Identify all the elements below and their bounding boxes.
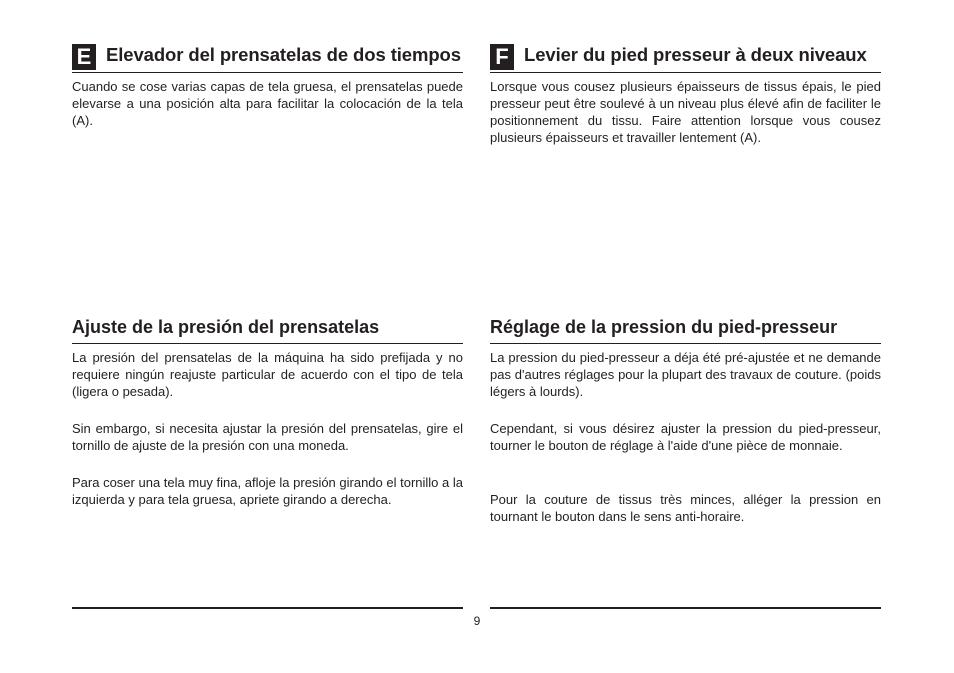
intro-paragraph-es: Cuando se cose varias capas de tela gruesa, el prensatelas puede elevarse a una posición alta para facilitar la colocación de la tela (A). bbox=[72, 79, 463, 128]
paragraph-es-3: Para coser una tela muy fina, afloje la presión girando el tornillo a la izquierda y para tela gruesa, apriete girando a derecha. bbox=[72, 475, 463, 507]
subsection-title-es: Ajuste de la presión del prensatelas bbox=[72, 317, 380, 337]
section-title-es: Elevador del prensatelas de dos tiempos bbox=[106, 44, 461, 65]
section-title-fr: Levier du pied presseur à deux niveaux bbox=[524, 44, 867, 65]
footer-rule-right bbox=[490, 607, 881, 609]
paragraph-fr-1: La pression du pied-presseur a déja été pré-ajustée et ne demande pas d'autres réglages pour la plupart des travaux de couture. (poids légers à lourds). bbox=[490, 350, 881, 399]
subsection-title-fr: Réglage de la pression du pied-presseur bbox=[490, 317, 838, 337]
section-header-fr bbox=[490, 42, 881, 73]
paragraph-fr-2: Cependant, si vous désirez ajuster la pression du pied-presseur, tourner le bouton de réglage à l'aide d'une pièce de monnaie. bbox=[490, 421, 881, 453]
paragraph-es-2: Sin embargo, si necesita ajustar la presión del prensatelas, gire el tornillo de ajuste de la presión con una moneda. bbox=[72, 421, 463, 453]
intro-paragraph-fr: Lorsque vous cousez plusieurs épaisseurs de tissus épais, le pied presseur peut être soulevé à un niveau plus élevé afin de faciliter le positionnement du tissu. Faire attention lorsque vous cousez plusieurs épaisseurs et travailler lentement (A). bbox=[490, 79, 881, 145]
paragraph-es-1: La presión del prensatelas de la máquina ha sido prefijada y no requiere ningún reajuste particular de acuerdo con el tipo de tela (ligera o pesada). bbox=[72, 350, 463, 399]
subsection-header-es bbox=[72, 315, 463, 344]
section-header-es bbox=[72, 42, 463, 73]
language-badge-es: E bbox=[72, 44, 96, 70]
footer-rule-left bbox=[72, 607, 463, 609]
paragraph-fr-3: Pour la couture de tissus très minces, alléger la pression en tournant le bouton dans le sens anti-horaire. bbox=[490, 492, 881, 524]
page-number: 9 bbox=[473, 614, 481, 628]
subsection-header-fr bbox=[490, 315, 881, 344]
language-badge-fr: F bbox=[490, 44, 514, 70]
